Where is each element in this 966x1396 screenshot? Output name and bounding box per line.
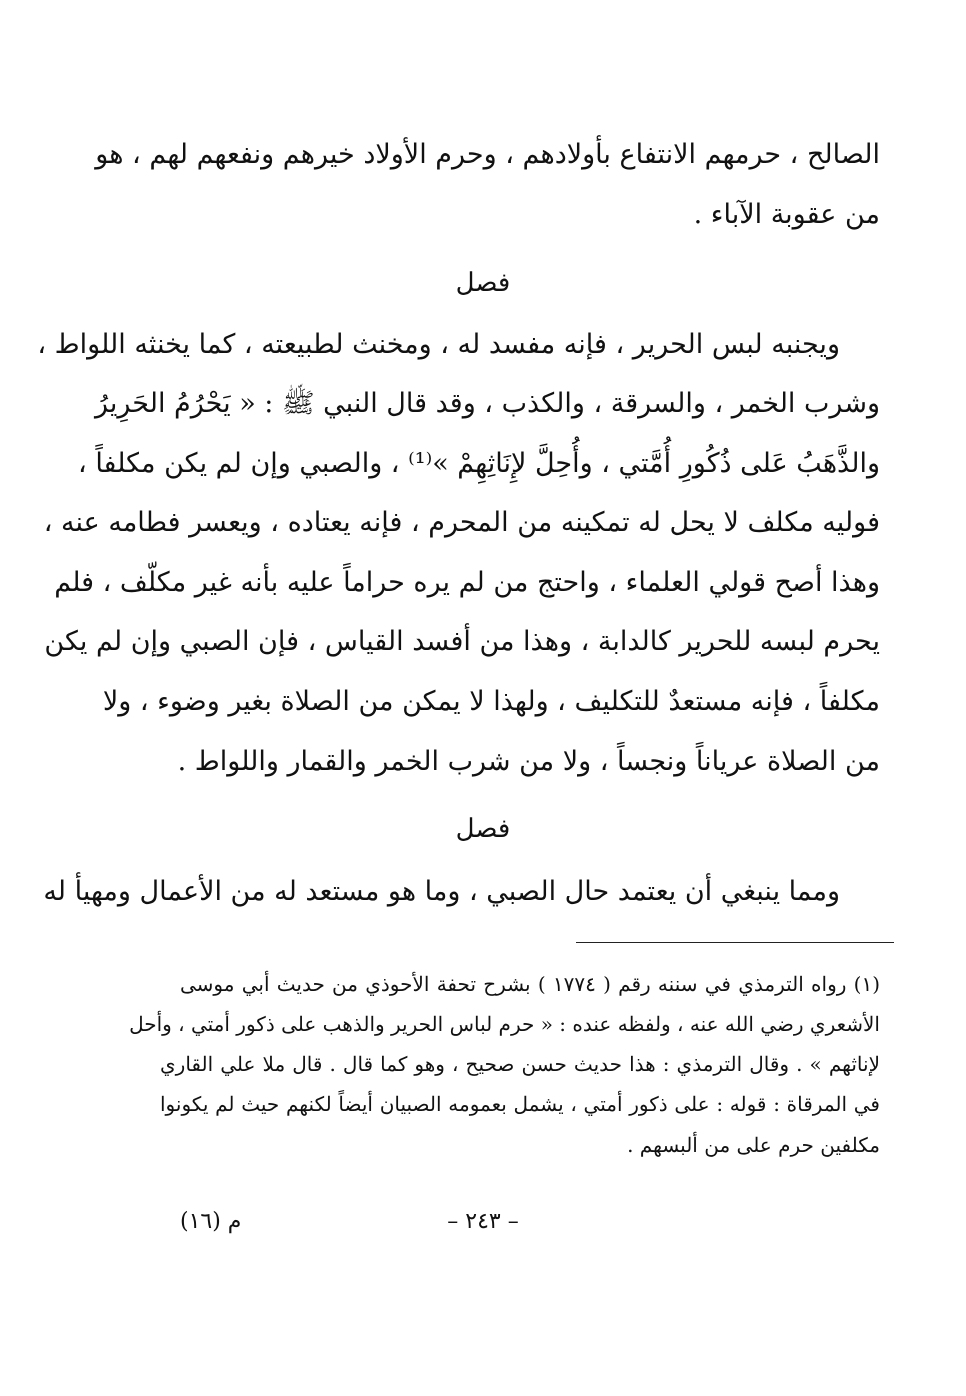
footnote-separator <box>576 942 894 943</box>
text-line: من الصلاة عرياناً ونجساً ، ولا من شرب الخمر والقمار واللواط . <box>177 746 880 777</box>
footnote-line: مكلفين حرم على من ألبسهم . <box>627 1133 880 1157</box>
text-line: والذَّهَبُ عَلى ذُكُورِ أُمَّتي ، وأُحِلَّ لإِنَاثِهِمْ »⁽¹⁾ ، والصبي وإن لم يكن مكلفاً ، <box>78 448 880 479</box>
text-line: الصالح ، حرمهم الانتفاع بأولادهم ، وحرم الأولاد خيرهم ونفعهم لهم ، هو <box>95 139 880 170</box>
footnote-line: الأشعري رضي الله عنه ، ولفظه عنده : « حرم لباس الحرير والذهب على ذكور أمتي ، وأحل <box>129 1012 880 1036</box>
printer-signature: م (١٦) <box>180 1209 242 1234</box>
text-line: من عقوبة الآباء . <box>693 199 880 230</box>
page-number: – ٢٤٣ – <box>447 1209 519 1234</box>
text-line: ويجنبه لبس الحرير ، فإنه مفسد له ، ومخنث لطبيعته ، كما يخنثه اللواط ، <box>37 329 840 360</box>
footnote-line: لإناثهم » . وقال الترمذي : هذا حديث حسن صحيح ، وهو كما قال . قال ملا علي القاري <box>160 1052 880 1076</box>
footnote-line: في المرقاة : قوله : على ذكور أمتي ، يشمل بعمومه الصبيان أيضاً لكنهم حيث لم يكونوا <box>160 1092 880 1116</box>
text-line: وشرب الخمر ، والسرقة ، والكذب ، وقد قال النبي ﷺ : « يَحْرُمُ الحَرِيرُ <box>95 388 880 419</box>
text-line: مكلفاً ، فإنه مستعدٌ للتكليف ، ولهذا لا يمكن من الصلاة بغير وضوء ، ولا <box>102 686 880 717</box>
text-line: ومما ينبغي أن يعتمد حال الصبي ، وما هو مستعد له من الأعمال ومهيأ له <box>43 876 840 907</box>
text-line: يحرم لبسه للحرير كالدابة ، وهذا من أفسد القياس ، فإن الصبي وإن لم يكن <box>44 626 880 657</box>
footnote-line: (١) رواه الترمذي في سننه رقم ( ١٧٧٤ ) بشرح تحفة الأحوذي من حديث أبي موسى <box>180 972 880 996</box>
text-line: وهذا أصح قولي العلماء ، واحتج من لم يره حراماً عليه بأنه غير مكلّف ، فلم <box>54 567 880 598</box>
section-heading: فصل <box>455 814 511 844</box>
text-line: فوليه مكلف لا يحل له تمكينه من المحرم ، فإنه يعتاده ، ويعسر فطامه عنه ، <box>43 507 880 538</box>
section-heading: فصل <box>455 268 511 298</box>
